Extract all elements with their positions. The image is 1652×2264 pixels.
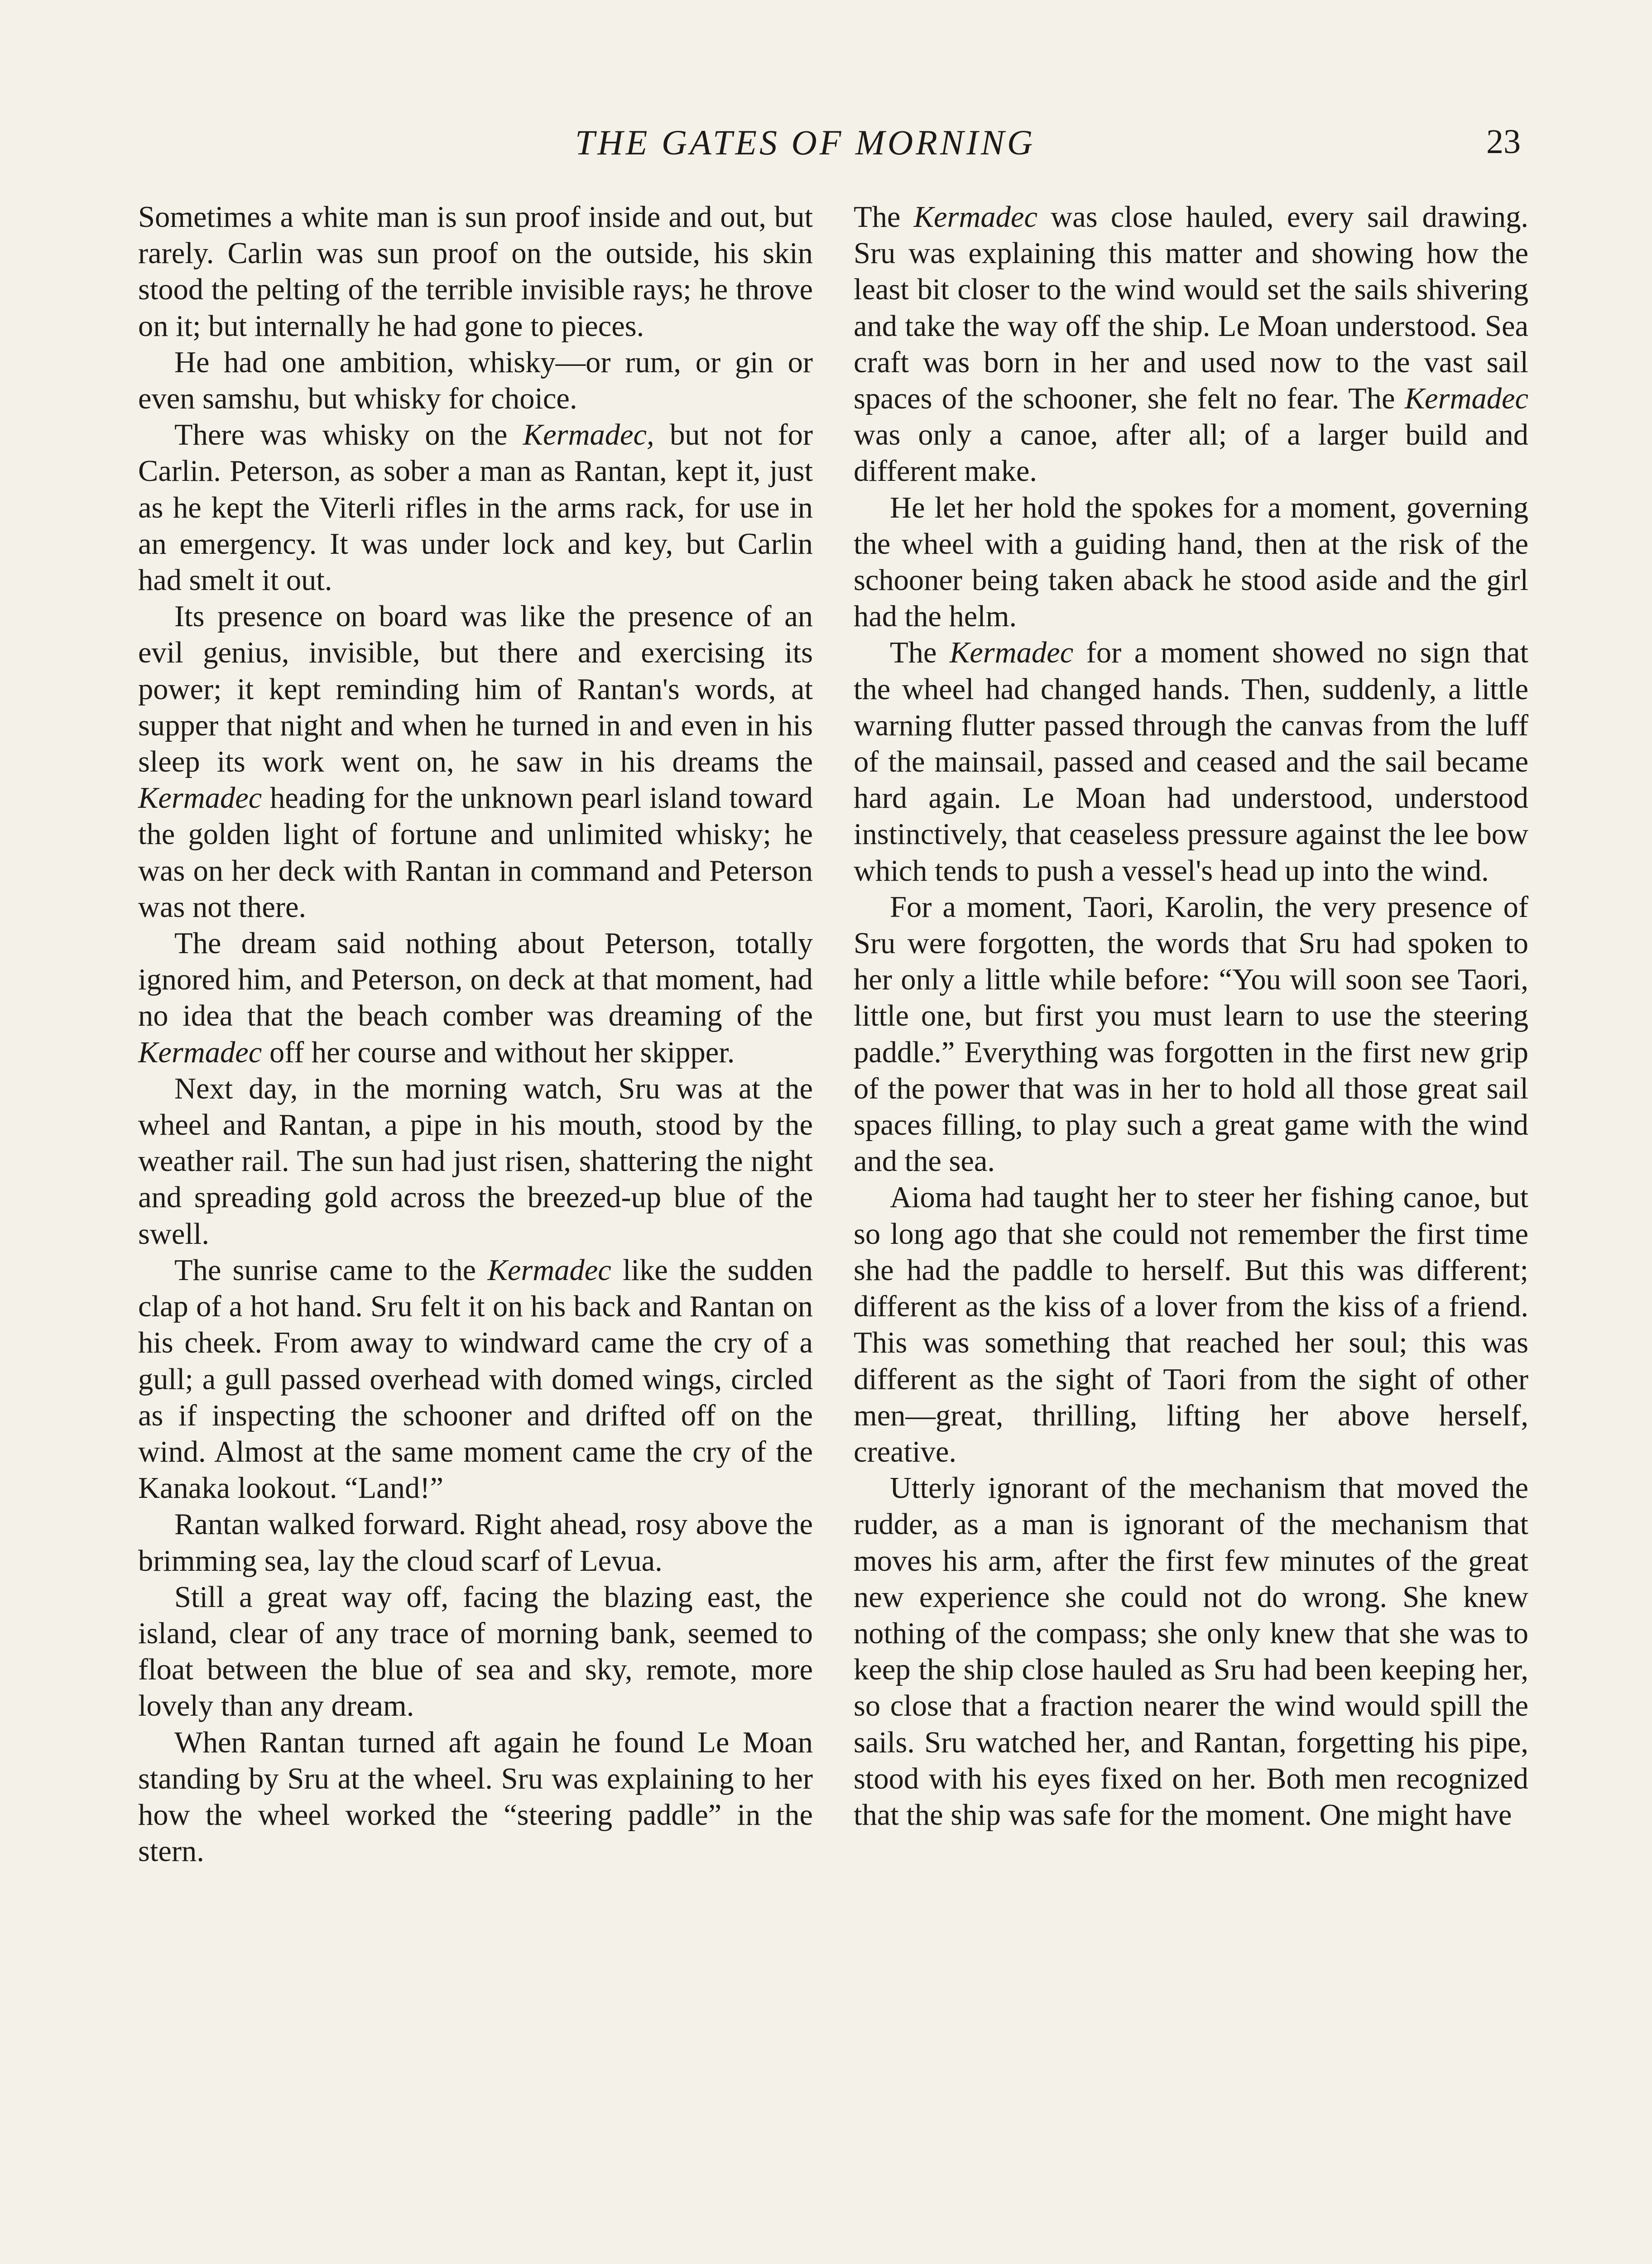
ship-name-italic: Kermadec xyxy=(487,1253,611,1287)
text-run: was only a canoe, after all; of a larger build and different make. xyxy=(854,418,1528,488)
text-run: heading for the unknown pearl island toward the golden light of fortune and unlimited whisky; he was on her deck with Rantan in command and Peterson was not there. xyxy=(138,782,813,924)
ship-name-italic: Kermadec xyxy=(949,636,1074,670)
left-column xyxy=(138,199,813,1870)
text-run: was close hauled, every sail drawing. Sru was explaining this matter and showing how the least bit closer to the wind would set the sails shivering and take the way off the ship. Le Moan understood. Sea craft was born in her and used now to the vast sail spaces of the schooner, she felt no fear. The xyxy=(854,201,1529,416)
ship-name-italic: Kermadec xyxy=(1404,382,1528,416)
text-run: but not for Carlin. Peterson, as sober a man as Rantan, kept it, just as he kept the Viterli rifles in the arms rack, for use in an emergency. It was under lock and key, but Carlin had smelt it out. xyxy=(138,418,813,597)
text-run: Rantan walked forward. Right ahead, rosy above the brimming sea, lay the cloud scarf of Levua. xyxy=(138,1508,813,1578)
paragraph xyxy=(854,1470,1528,1833)
paragraph xyxy=(138,1725,813,1870)
text-run: The xyxy=(854,201,914,234)
text-run: Its presence on board was like the presence of an evil genius, invisible, but there and exercising its power; it kept reminding him of Rantan's words, at supper that night and when he turned in and even in his sleep its work went on, he saw in his dreams the xyxy=(138,600,813,779)
text-run: The sunrise came to the xyxy=(174,1253,488,1287)
text-run: The xyxy=(890,636,950,670)
text-run: Aioma had taught her to steer her fishing canoe, but so long ago that she could not remember the first time she had the paddle to herself. But this was different; different as the kiss of a lover from the kiss of a friend. This was something that reached her soul; this was different as the sight of Taori from the sight of other men—great, thrilling, lifting her above herself, creative. xyxy=(854,1181,1528,1468)
text-run: Utterly ignorant of the mechanism that moved the rudder, as a man is ignorant of the mechanism that moves his arm, after the first few minutes of the great new experience she could not do wrong. She knew nothing of the compass; she only knew that she was to keep the ship close hauled as Sru had been keeping her, so close that a fraction nearer the wind would spill the sails. Sru watched her, and Rantan, forgetting his pipe, stood with his eyes fixed on her. Both men recognized that the ship was safe for the moment. One might have xyxy=(854,1472,1528,1832)
paragraph xyxy=(854,1180,1528,1470)
text-run: When Rantan turned aft again he found Le Moan standing by Sru at the wheel. Sru was explaining to her how the wheel worked the “steering paddle” in the stern. xyxy=(138,1726,813,1868)
text-run: off her course and without her skipper. xyxy=(262,1036,735,1069)
paragraph xyxy=(138,599,813,926)
paragraph xyxy=(854,199,1528,490)
text-run: For a moment, Taori, Karolin, the very presence of Sru were forgotten, the words that Sru had spoken to her only a little while before: “You will soon see Taori, little one, but first you must learn to use the steering paddle.” Everything was forgotten in the first new grip of the power that was in her to hold all those great sail spaces filling, to play such a great game with the wind and the sea. xyxy=(854,890,1528,1178)
text-run: The dream said nothing about Peterson, totally ignored him, and Peterson, on deck at that moment, had no idea that the beach comber was dreaming of the xyxy=(138,927,813,1033)
text-run: for a moment showed no sign that the wheel had changed hands. Then, suddenly, a little warning flutter passed through the canvas from the luff of the mainsail, passed and ceased and the sail became hard again. Le Moan had understood, understood instinctively, that ceaseless pressure against the lee bow which tends to push a vessel's head up into the wind. xyxy=(854,636,1529,887)
text-run: like the sudden clap of a hot hand. Sru felt it on his back and Rantan on his cheek. From away to windward came the cry of a gull; a gull passed overhead with domed wings, circled as if inspecting the schooner and drifted off on the wind. Almost at the same moment came the cry of the Kanaka lookout. “Land!” xyxy=(138,1253,813,1505)
ship-name-italic: Kermadec xyxy=(138,782,262,815)
text-run: He let her hold the spokes for a moment, governing the wheel with a guiding hand, then at the risk of the schooner being taken aback he stood aside and the girl had the helm. xyxy=(854,491,1528,633)
ship-name-italic: Kermadec xyxy=(913,201,1037,234)
paragraph xyxy=(854,490,1528,635)
page-number: 23 xyxy=(1486,123,1521,161)
text-run: Next day, in the morning watch, Sru was at the wheel and Rantan, a pipe in his mouth, stood by the weather rail. The sun had just risen, shattering the night and spreading gold across the breezed-up blue of the swell. xyxy=(138,1072,813,1251)
paragraph xyxy=(138,1252,813,1506)
text-run: There was whisky on the xyxy=(174,418,523,452)
text-run: He had one ambition, whisky—or rum, or gin or even samshu, but whisky for choice. xyxy=(138,345,813,416)
paragraph xyxy=(138,345,813,417)
ship-name-italic: Kermadec xyxy=(138,1036,262,1069)
page-header xyxy=(0,122,1652,172)
paragraph xyxy=(854,889,1528,1180)
paragraph xyxy=(854,635,1528,889)
running-title: THE GATES OF MORNING xyxy=(575,123,1036,162)
paragraph xyxy=(138,1506,813,1579)
paragraph xyxy=(138,199,813,345)
paragraph xyxy=(138,926,813,1071)
paragraph xyxy=(138,1579,813,1725)
paragraph xyxy=(138,1071,813,1252)
text-run: Sometimes a white man is sun proof inside and out, but rarely. Carlin was sun proof on the outside, his skin stood the pelting of the terrible invisible rays; he throve on it; but internally he had gone to pieces. xyxy=(138,201,813,343)
ship-name-italic: Kermadec, xyxy=(523,418,654,452)
paragraph xyxy=(138,417,813,599)
text-run: Still a great way off, facing the blazing east, the island, clear of any trace of morning bank, seemed to float between the blue of sea and sky, remote, more lovely than any dream. xyxy=(138,1580,813,1723)
right-column xyxy=(854,199,1528,1833)
